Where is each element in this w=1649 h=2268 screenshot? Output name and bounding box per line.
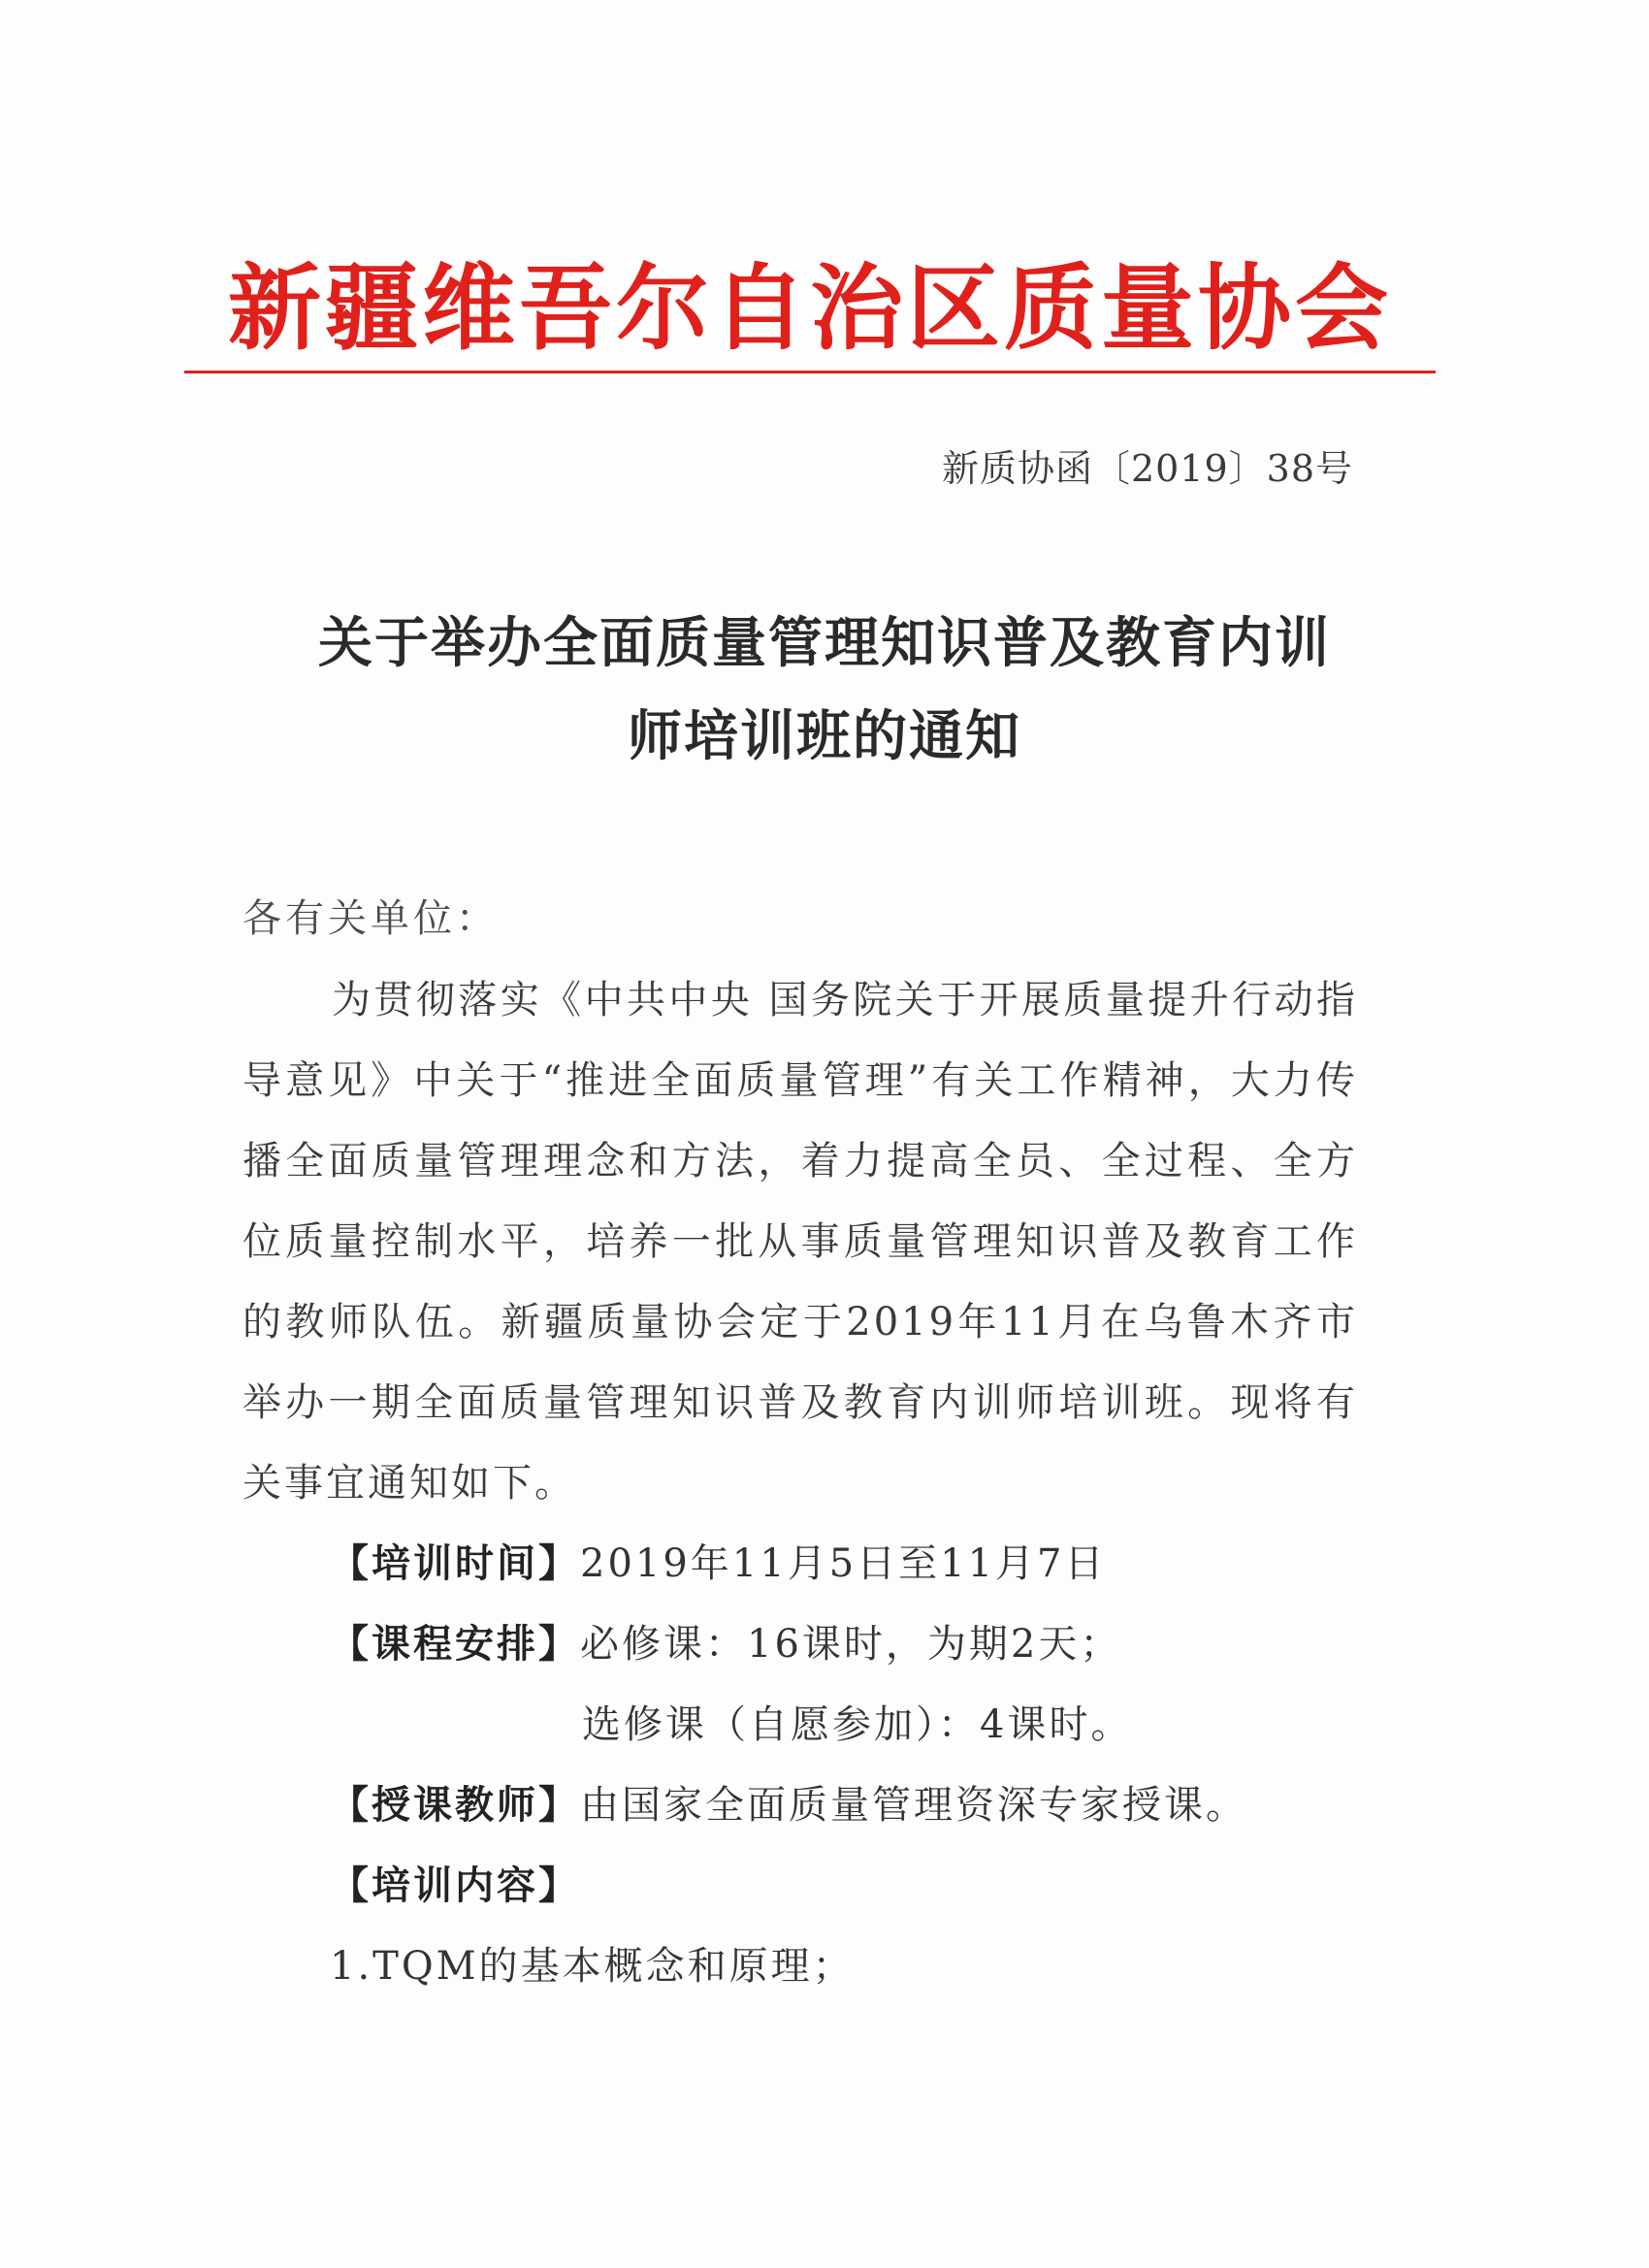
- header-red-rule: [184, 371, 1436, 373]
- schedule-value-required: 必修课：16课时，为期2天；: [580, 1622, 1122, 1667]
- organization-header: 新疆维吾尔自治区质量协会: [228, 254, 1392, 363]
- teacher-value: 由国家全面质量管理资深专家授课。: [580, 1783, 1247, 1828]
- schedule-value-elective: 选修课（自愿参加）：4课时。: [582, 1702, 1133, 1747]
- schedule-label: 【课程安排】: [330, 1622, 580, 1667]
- training-time-label: 【培训时间】: [330, 1541, 580, 1586]
- teacher-row: [330, 1774, 1247, 1830]
- document-number: 新质协函〔2019〕38号: [941, 447, 1353, 490]
- content-row: [330, 1855, 580, 1910]
- addressee: 各有关单位：: [242, 896, 499, 941]
- training-time-row: [330, 1533, 1107, 1588]
- title-line-1: 关于举办全面质量管理知识普及教育内训: [318, 611, 1331, 675]
- content-label: 【培训内容】: [330, 1863, 580, 1908]
- title-line-2: 师培训班的通知: [628, 704, 1021, 768]
- schedule-row: [330, 1613, 1121, 1669]
- content-list-item: 1.TQM的基本概念和原理；: [330, 1944, 855, 1989]
- schedule-row-elective: [582, 1694, 1132, 1749]
- training-time-value: 2019年11月5日至11月7日: [580, 1541, 1107, 1586]
- teacher-label: 【授课教师】: [330, 1783, 580, 1828]
- body-paragraph: 为贯彻落实《中共中央 国务院关于开展质量提升行动指导意见》中关于“推进全面质量管理”有关工作精神，大力传播全面质量管理理念和方法，着力提高全员、全过程、全方位质量控制水平，培养一批从事质量管理知识普及教育工作的教师队伍。新疆质量协会定于2019年11月在乌鲁木齐市举办一期全面质量管理知识普及教育内训师培训班。现将有关事宜通知如下。: [242, 978, 1358, 1506]
- document-title: [233, 597, 1416, 783]
